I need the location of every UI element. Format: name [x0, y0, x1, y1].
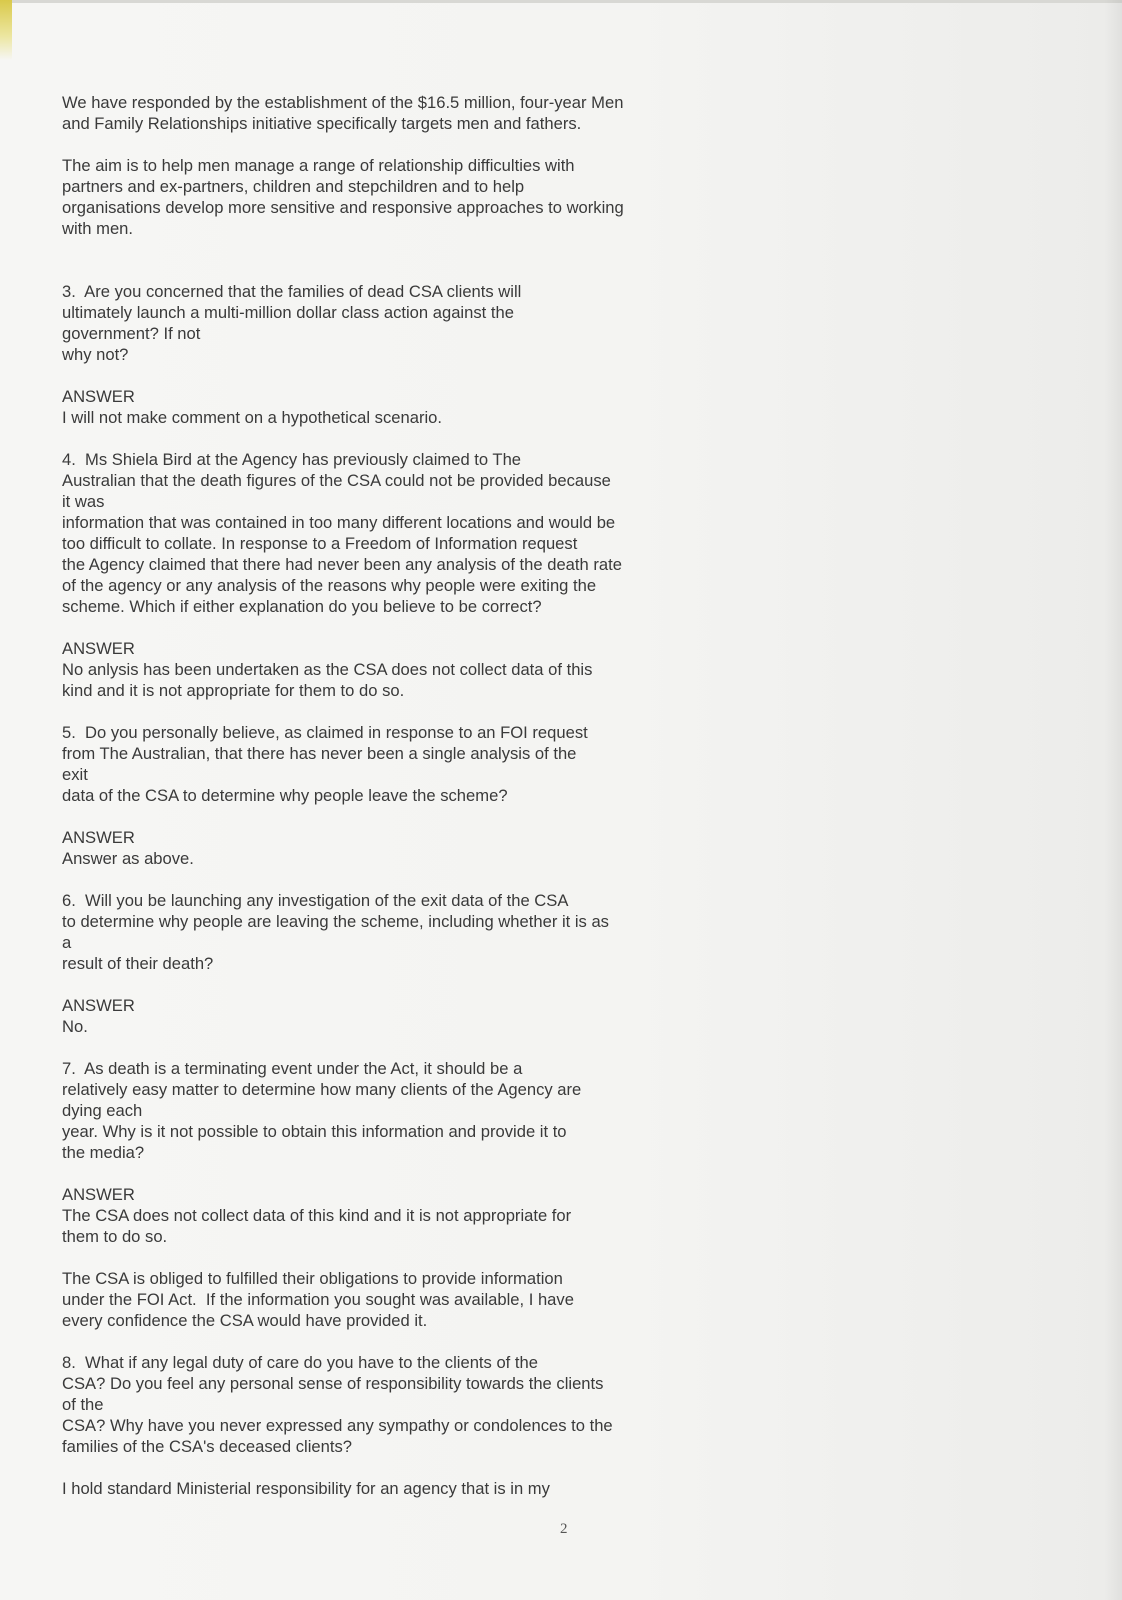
- answer-heading: ANSWER: [62, 1185, 135, 1204]
- text-line: scheme. Which if either explanation do you believe to be correct?: [62, 597, 542, 616]
- text-line: government? If not: [62, 324, 201, 343]
- answer-6: [62, 995, 722, 1037]
- text-line: I will not make comment on a hypothetical scenario.: [62, 408, 442, 427]
- text-line: under the FOI Act. If the information you sought was available, I have: [62, 1290, 574, 1309]
- text-line: No.: [62, 1017, 88, 1036]
- text-line: why not?: [62, 345, 129, 364]
- text-line: organisations develop more sensitive and responsive approaches to working: [62, 198, 624, 217]
- text-line: dying each: [62, 1101, 143, 1120]
- text-line: partners and ex-partners, children and stepchildren and to help: [62, 177, 525, 196]
- text-line: every confidence the CSA would have provided it.: [62, 1311, 428, 1330]
- text-line: 5. Do you personally believe, as claimed in response to an FOI request: [62, 723, 588, 742]
- text-line: No anlysis has been undertaken as the CSA does not collect data of this: [62, 660, 593, 679]
- text-line: to determine why people are leaving the scheme, including whether it is as: [62, 912, 609, 931]
- answer-4: [62, 638, 722, 701]
- question-4: [62, 449, 722, 617]
- text-line: from The Australian, that there has never been a single analysis of the: [62, 744, 577, 763]
- text-line: The aim is to help men manage a range of relationship difficulties with: [62, 156, 575, 175]
- text-line: 8. What if any legal duty of care do you have to the clients of the: [62, 1353, 538, 1372]
- text-line: The CSA does not collect data of this kind and it is not appropriate for: [62, 1206, 572, 1225]
- text-line: The CSA is obliged to fulfilled their obligations to provide information: [62, 1269, 563, 1288]
- text-line: 3. Are you concerned that the families of dead CSA clients will: [62, 282, 522, 301]
- text-line: 6. Will you be launching any investigation of the exit data of the CSA: [62, 891, 569, 910]
- text-line: a: [62, 933, 72, 952]
- text-line: the media?: [62, 1143, 145, 1162]
- page-number: 2: [560, 1521, 568, 1537]
- document-body: [62, 92, 722, 1520]
- answer-8: [62, 1478, 722, 1499]
- text-line: I hold standard Ministerial responsibility for an agency that is in my: [62, 1479, 550, 1498]
- text-line: information that was contained in too many different locations and would be: [62, 513, 616, 532]
- text-line: year. Why is it not possible to obtain this information and provide it to: [62, 1122, 567, 1141]
- text-line: relatively easy matter to determine how many clients of the Agency are: [62, 1080, 582, 1099]
- page-top-edge: [0, 0, 1122, 3]
- page-corner-stain: [0, 0, 12, 60]
- paragraph-intro-initiative: [62, 92, 722, 134]
- answer-heading: ANSWER: [62, 387, 135, 406]
- answer-5: [62, 827, 722, 869]
- question-7: [62, 1058, 722, 1163]
- question-5: [62, 722, 722, 806]
- text-line: kind and it is not appropriate for them to do so.: [62, 681, 405, 700]
- text-line: 4. Ms Shiela Bird at the Agency has previously claimed to The: [62, 450, 522, 469]
- text-line: Answer as above.: [62, 849, 194, 868]
- answer-heading: ANSWER: [62, 996, 135, 1015]
- text-line: ultimately launch a multi-million dollar class action against the: [62, 303, 514, 322]
- text-line: of the: [62, 1395, 104, 1414]
- text-line: Australian that the death figures of the CSA could not be provided because: [62, 471, 611, 490]
- text-line: them to do so.: [62, 1227, 168, 1246]
- text-line: data of the CSA to determine why people leave the scheme?: [62, 786, 508, 805]
- text-line: exit: [62, 765, 88, 784]
- text-line: too difficult to collate. In response to a Freedom of Information request: [62, 534, 578, 553]
- text-line: CSA? Do you feel any personal sense of responsibility towards the clients: [62, 1374, 604, 1393]
- paragraph-intro-aim: [62, 155, 722, 239]
- answer-3: [62, 386, 722, 428]
- answer-heading: ANSWER: [62, 639, 135, 658]
- text-line: families of the CSA's deceased clients?: [62, 1437, 353, 1456]
- question-3: [62, 281, 722, 365]
- answer-7: [62, 1184, 722, 1247]
- question-6: [62, 890, 722, 974]
- text-line: of the agency or any analysis of the reasons why people were exiting the: [62, 576, 597, 595]
- text-line: CSA? Why have you never expressed any sympathy or condolences to the: [62, 1416, 613, 1435]
- answer-heading: ANSWER: [62, 828, 135, 847]
- text-line: We have responded by the establishment of the $16.5 million, four-year Men: [62, 93, 624, 112]
- text-line: and Family Relationships initiative specifically targets men and fathers.: [62, 114, 582, 133]
- text-line: the Agency claimed that there had never been any analysis of the death rate: [62, 555, 622, 574]
- text-line: with men.: [62, 219, 134, 238]
- page-right-shadow: [1104, 0, 1122, 1600]
- text-line: 7. As death is a terminating event under the Act, it should be a: [62, 1059, 523, 1078]
- text-line: result of their death?: [62, 954, 214, 973]
- answer-7-foi: [62, 1268, 722, 1331]
- question-8: [62, 1352, 722, 1457]
- text-line: it was: [62, 492, 105, 511]
